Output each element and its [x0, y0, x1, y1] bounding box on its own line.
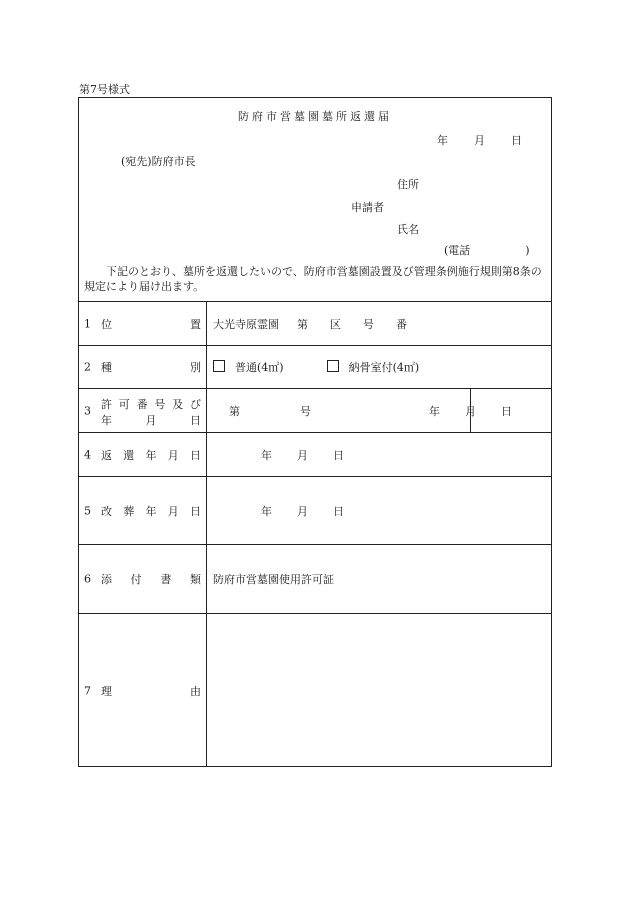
row-number: 6: [84, 572, 91, 586]
form-title: 防府市営墓園墓所返還届: [238, 110, 392, 123]
applicant-label: 申請者: [351, 201, 384, 214]
table-row-return-date: [79, 432, 551, 476]
reason-field[interactable]: [207, 614, 551, 767]
request-statement: 下記のとおり、墓所を返還したいので、防府市営墓園設置及び管理条例施行規則第8条の規定により届け出ます。: [84, 265, 542, 293]
submission-date[interactable]: [437, 132, 522, 148]
label-attachments: 6 添 付 書 類: [79, 545, 207, 613]
row-number: 3: [84, 404, 91, 417]
label-reason: 7 理 由: [79, 614, 207, 767]
row-number: 7: [84, 684, 91, 697]
attachment-name: 防府市営墓園使用許可証: [213, 573, 334, 586]
reburial-date-field[interactable]: 年 月 日: [261, 504, 344, 518]
type-value: [207, 346, 551, 388]
row-number: 2: [84, 360, 91, 374]
checkbox-ossuary[interactable]: [327, 360, 339, 372]
label-reburial-date: 5 改 葬 年 月 日: [79, 477, 207, 544]
option-standard[interactable]: 普通(4㎡): [213, 361, 284, 374]
form-frame: [78, 97, 552, 767]
table-row-reburial-date: [79, 476, 551, 544]
return-date-field[interactable]: 年 月 日: [261, 448, 344, 462]
label-permit: 3 許 可 番 号 及 び 年 月 日: [79, 389, 207, 432]
form-header: [79, 98, 551, 301]
table-row-type: [79, 345, 551, 388]
option-ossuary[interactable]: 納骨室付(4㎡): [327, 361, 420, 374]
date-year: 年: [437, 134, 448, 147]
table-row-reason: [79, 613, 551, 767]
table-row-permit: [79, 388, 551, 432]
permit-date-field[interactable]: 年 月 日: [429, 404, 512, 418]
date-day: 日: [511, 134, 522, 147]
addressee: (宛先)防府市長: [121, 155, 196, 168]
date-month: 月: [474, 134, 485, 147]
address-label: 住所: [397, 178, 419, 191]
cemetery-name: 大光寺原霊園: [213, 317, 279, 331]
row-number: 5: [84, 504, 91, 517]
checkbox-standard[interactable]: [213, 360, 225, 372]
form-number: 第7号様式: [79, 83, 130, 96]
location-value[interactable]: 大光寺原霊園 第 区 号 番: [213, 317, 407, 331]
label-type: 2 種 別: [79, 346, 207, 388]
label-location: 1 位 置: [79, 302, 207, 345]
phone-field[interactable]: (電話 ): [444, 244, 530, 257]
attachments-value[interactable]: [207, 545, 551, 613]
table-row-location: [79, 301, 551, 345]
row-number: 4: [84, 448, 91, 461]
permit-number-field[interactable]: 第 号: [229, 404, 311, 418]
label-return-date: 4 返 還 年 月 日: [79, 433, 207, 476]
row-number: 1: [84, 317, 91, 330]
table-row-attachments: [79, 544, 551, 613]
name-label: 氏名: [397, 223, 419, 236]
